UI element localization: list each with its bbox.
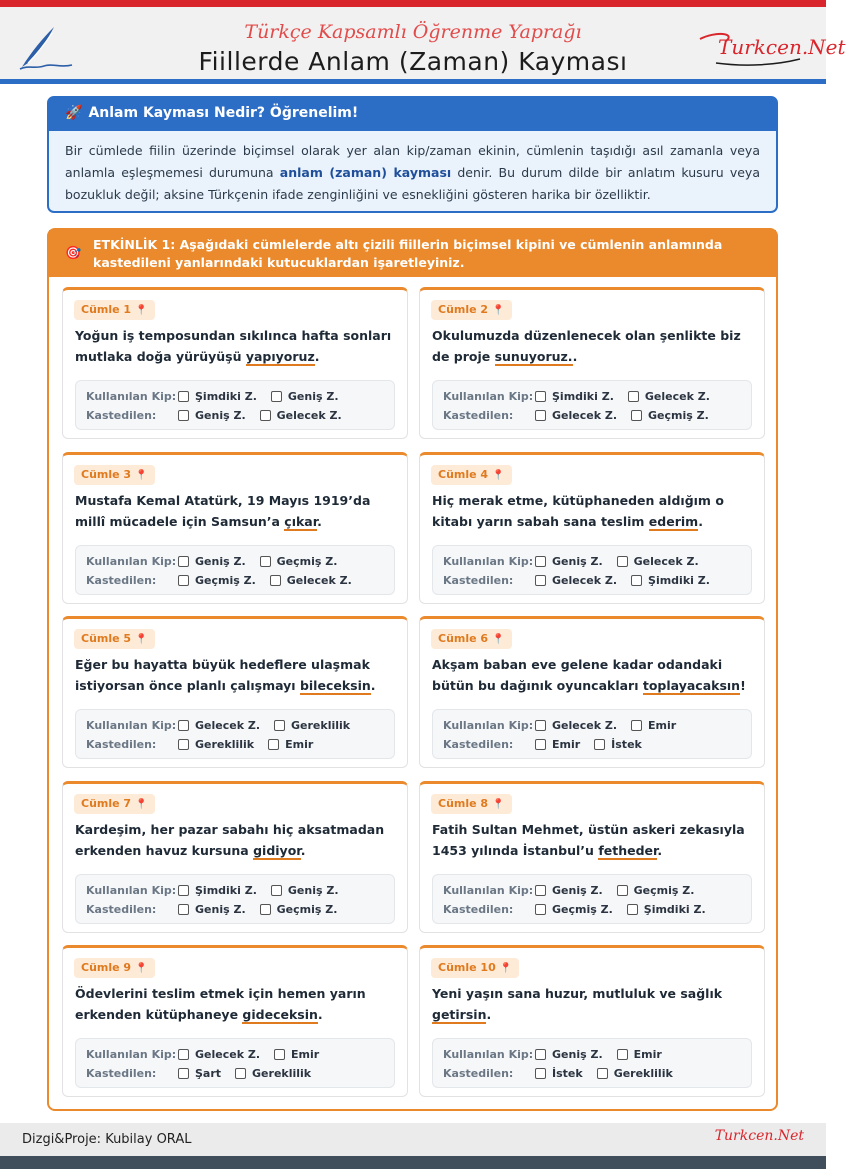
info-text-after: denir. Bu durum dilde bir anlatım kusuru veya bozukluk değil; aksine Türkçenin ifade zenginliğini ve esnekliğini gösteren harika bir özelliktir. [65,165,760,202]
option-label: Gereklilik [195,738,255,751]
checkbox[interactable] [268,739,279,750]
checkbox[interactable] [628,391,639,402]
meant-tense-option[interactable] [535,738,580,751]
meant-tense-label: Kastedilen: [86,409,157,422]
worksheet-subtitle: Türkçe Kapsamlı Öğrenme Yaprağı [244,21,582,43]
options-panel [432,874,752,924]
option-label: Geniş Z. [195,409,246,422]
used-tense-option[interactable] [535,1048,603,1061]
sentence-before-verb: Eğer bu hayatta büyük hedeflere ulaşmak istiyorsan önce planlı çalışmayı [75,657,370,693]
logo-text: Turkcen.Net [718,35,846,59]
sentence-before-verb: Ödevlerini teslim etmek için hemen yarın erkenden kütüphaneye [75,986,366,1022]
option-label: Geniş Z. [287,883,339,897]
checkbox[interactable] [535,904,546,915]
meant-tense-option[interactable] [631,409,709,422]
underlined-verb: toplayacaksın [642,678,741,693]
activity-box [47,228,778,1111]
checkbox[interactable] [631,720,642,731]
sentence-text [432,983,754,1025]
meant-tense-label: Kastedilen: [86,573,157,587]
sentence-before-verb: Yeni yaşın sana huzur, mutluluk ve sağlık [432,986,723,1001]
used-tense-row [443,552,751,571]
sentence-number: Cümle 1 [81,303,132,316]
meant-tense-option[interactable] [178,903,246,916]
used-tense-option[interactable] [271,390,339,403]
used-tense-option[interactable] [178,719,260,732]
pushpin-icon: 📍 [135,634,148,645]
meant-tense-label: Kastedilen: [443,573,514,587]
used-tense-option[interactable] [535,884,603,897]
turkcen-logo [696,29,846,69]
meant-tense-option[interactable] [270,574,352,587]
sentence-text [432,490,754,532]
info-term: anlam (zaman) kayması [279,165,452,180]
options-panel [75,380,395,430]
option-label: Geçmiş Z. [648,409,709,422]
meant-tense-label: Kastedilen: [86,1067,157,1080]
sentence-card [419,781,765,933]
pushpin-icon: 📍 [492,634,505,645]
info-box-text [49,131,776,206]
sentence-card [62,452,408,604]
checkbox[interactable] [178,739,189,750]
sentence-card [419,945,765,1097]
sentence-card [419,287,765,439]
option-label: Geniş Z. [287,390,339,403]
option-label: Gelecek Z. [633,554,699,568]
options-panel [432,1038,752,1088]
checkbox[interactable] [271,391,282,402]
top-red-bar [0,0,826,7]
used-tense-row [86,552,394,571]
sentence-before-verb: Mustafa Kemal Atatürk, 19 Mayıs 1919’da millî mücadele için Samsun’a [75,492,371,529]
pushpin-icon: 📍 [135,798,148,810]
underlined-verb: çıkar [284,513,318,529]
underlined-verb: yapıyoruz [245,349,315,364]
rocket-icon: 🚀 [65,105,83,121]
used-tense-label: Kullanılan Kip: [86,1048,177,1061]
page-footer [0,1123,826,1156]
checkbox[interactable] [535,885,546,896]
checkbox[interactable] [178,904,189,915]
checkbox[interactable] [535,1068,546,1079]
checkbox[interactable] [270,575,281,586]
checkbox[interactable] [631,410,642,421]
activity-instructions: ETKİNLİK 1: Aşağıdaki cümlelerde altı çizili fiillerin biçimsel kipini ve cümlenin anlamında kastedileni yanlarındaki kutucuklardan işaretleyiniz. [93,237,723,270]
checkbox[interactable] [617,1049,628,1060]
activity-header [49,230,776,277]
options-panel [75,874,395,924]
underlined-verb: sunuyoruz. [494,349,573,364]
used-tense-option[interactable] [617,1048,662,1061]
checkbox[interactable] [631,575,642,586]
meant-tense-label: Kastedilen: [443,902,514,916]
used-tense-row [86,716,394,735]
underlined-verb: fetheder [598,842,658,858]
checkbox[interactable] [178,575,189,586]
checkbox[interactable] [260,410,271,421]
option-label: Şimdiki Z. [195,390,257,403]
meant-tense-label: Kastedilen: [86,738,157,751]
underlined-verb: bileceksin [299,678,371,693]
meant-tense-option[interactable] [535,574,617,587]
meant-tense-row [443,571,751,590]
sentence-card [62,287,408,439]
used-tense-option[interactable] [535,390,614,403]
header-blue-line [0,79,826,84]
option-label: Şimdiki Z. [643,902,706,916]
underlined-verb: gidiyor [253,842,301,858]
options-panel [432,709,752,759]
used-tense-option[interactable] [271,884,339,897]
option-label: Gelecek Z. [276,409,342,422]
target-icon: 🎯 [65,246,82,261]
used-tense-row [86,1045,394,1064]
used-tense-option[interactable] [178,555,246,568]
used-tense-label: Kullanılan Kip: [443,1048,534,1061]
checkbox[interactable] [617,885,628,896]
meant-tense-option[interactable] [178,409,246,422]
used-tense-row [86,881,394,900]
sentence-after-verb: . [314,349,320,364]
options-panel [432,545,752,595]
underlined-verb: ederim [648,513,699,529]
sentence-number-tag [431,465,512,485]
sentence-number-tag [74,958,155,978]
option-label: Gelecek Z. [552,409,618,422]
meant-tense-option[interactable] [235,1067,311,1080]
option-label: Gelecek Z. [195,1048,261,1061]
worksheet-title: Fiillerde Anlam (Zaman) Kayması [198,47,628,76]
meant-tense-option[interactable] [260,903,338,916]
meant-tense-option[interactable] [178,738,254,751]
option-label: Gereklilik [613,1067,673,1080]
option-label: Şimdiki Z. [648,573,710,587]
option-label: Gelecek Z. [286,573,352,587]
meant-tense-row [86,900,394,919]
used-tense-label: Kullanılan Kip: [86,719,177,732]
checkbox[interactable] [235,1068,246,1079]
checkbox[interactable] [597,1068,608,1079]
footer-credit: Dizgi&Proje: Kubilay ORAL [22,1132,192,1147]
meant-tense-option[interactable] [631,574,710,587]
used-tense-label: Kullanılan Kip: [86,883,177,897]
sentence-number: Cümle 4 [438,467,489,481]
used-tense-row [443,716,751,735]
sentence-before-verb: Akşam baban eve gelene kadar odandaki bütün bu dağınık oyuncakları [432,657,723,693]
option-label: Geniş Z. [195,554,246,568]
info-text-before: Bir cümlede fiilin üzerinde biçimsel olarak yer alan kip/zaman ekinin, cümlenin taşıdığı asıl zamanla veya anlamla eşleşmemesi durumuna [65,143,760,180]
sentence-before-verb: Okulumuzda düzenlenecek olan şenlikte biz de proje [432,328,741,364]
used-tense-option[interactable] [178,390,257,403]
sentence-after-verb: . [370,678,376,693]
sentence-number-tag [431,300,512,320]
sentence-text [432,819,754,861]
checkbox[interactable] [594,739,605,750]
checkbox[interactable] [274,1049,285,1060]
option-label: Emir [285,738,314,751]
used-tense-option[interactable] [628,390,710,403]
sentence-number-tag [74,300,155,320]
checkbox[interactable] [178,391,189,402]
sentence-number: Cümle 2 [438,303,489,316]
meant-tense-row [86,735,394,754]
info-box [47,96,778,213]
sentence-before-verb: Kardeşim, her pazar sabahı hiç aksatmadan erkenden havuz kursuna [75,821,385,858]
used-tense-row [443,387,751,406]
used-tense-row [86,387,394,406]
pushpin-icon: 📍 [492,469,505,481]
sentence-number-tag [74,794,155,814]
meant-tense-label: Kastedilen: [443,1067,514,1080]
option-label: Emir [291,1048,320,1061]
pushpin-icon: 📍 [492,305,505,316]
used-tense-row [443,1045,751,1064]
option-label: Gelecek Z. [552,573,618,587]
options-panel [75,545,395,595]
checkbox[interactable] [178,1049,189,1060]
sentence-after-verb: . [317,1007,323,1022]
sentence-number: Cümle 6 [438,632,489,645]
sentence-after-verb: . [698,513,703,529]
options-panel [75,1038,395,1088]
meant-tense-option[interactable] [178,574,256,587]
meant-tense-option[interactable] [594,738,642,751]
sentence-text [75,654,397,696]
pushpin-icon: 📍 [135,963,148,974]
used-tense-option[interactable] [631,719,676,732]
option-label: Geniş Z. [552,1048,603,1061]
option-label: Gereklilik [291,719,351,732]
meant-tense-option[interactable] [178,1067,221,1080]
checkbox[interactable] [535,1049,546,1060]
option-label: Gereklilik [252,1067,312,1080]
used-tense-option[interactable] [260,555,338,568]
used-tense-option[interactable] [535,555,603,568]
info-box-title: Anlam Kayması Nedir? Öğrenelim! [88,105,359,121]
sentence-text [75,325,397,367]
used-tense-option[interactable] [178,884,257,897]
used-tense-label: Kullanılan Kip: [443,390,534,403]
meant-tense-row [443,1064,751,1083]
checkbox[interactable] [271,885,282,896]
sentence-before-verb: Fatih Sultan Mehmet, üstün askeri zekasıyla 1453 yılında İstanbul’u [432,821,745,858]
used-tense-label: Kullanılan Kip: [443,554,534,568]
option-label: Emir [552,738,581,751]
sentence-text [432,654,754,696]
checkbox[interactable] [178,885,189,896]
option-label: Gelecek Z. [552,719,618,732]
sentence-after-verb: ! [740,678,746,693]
checkbox[interactable] [260,556,271,567]
sentence-after-verb: . [657,842,663,858]
checkbox[interactable] [535,575,546,586]
used-tense-option[interactable] [617,884,695,897]
checkbox[interactable] [617,556,628,567]
option-label: Şimdiki Z. [552,390,614,403]
meant-tense-row [443,735,751,754]
meant-tense-option[interactable] [535,1067,583,1080]
sentence-text [75,490,397,532]
option-label: Şart [195,1067,222,1080]
sentence-text [432,325,754,367]
used-tense-option[interactable] [274,1048,319,1061]
used-tense-label: Kullanılan Kip: [443,719,534,732]
used-tense-row [443,881,751,900]
meant-tense-option[interactable] [597,1067,673,1080]
sentence-before-verb: Hiç merak etme, kütüphaneden aldığım o kitabı yarın sabah sana teslim [432,492,724,529]
option-label: Gelecek Z. [644,390,710,403]
sentence-after-verb: . [486,1007,492,1022]
meant-tense-row [86,406,394,425]
sentence-number-tag [431,629,512,649]
sentence-number: Cümle 9 [81,961,132,974]
sentence-card [419,452,765,604]
options-panel [432,380,752,430]
option-label: Geçmiş Z. [276,902,338,916]
option-label: Emir [648,719,677,732]
checkbox[interactable] [535,556,546,567]
info-box-header [49,98,776,131]
sentence-before-verb: Yoğun iş temposundan sıkılınca hafta sonları mutlaka doğa yürüyüşü [75,328,392,364]
sentence-card [62,945,408,1097]
option-label: Emir [633,1048,662,1061]
option-label: Geniş Z. [195,902,246,916]
option-label: Şimdiki Z. [195,883,257,897]
underlined-verb: gideceksin [242,1007,318,1022]
used-tense-label: Kullanılan Kip: [86,554,177,568]
option-label: Geçmiş Z. [195,573,256,587]
meant-tense-row [86,1064,394,1083]
option-label: Geniş Z. [552,883,603,897]
sentence-number: Cümle 10 [438,961,496,974]
checkbox[interactable] [535,720,546,731]
used-tense-option[interactable] [178,1048,260,1061]
meant-tense-label: Kastedilen: [443,409,514,422]
option-label: Gelecek Z. [195,719,261,732]
checkbox[interactable] [178,720,189,731]
sentence-number-tag [431,794,512,814]
pushpin-icon: 📍 [135,469,148,481]
checkbox[interactable] [535,739,546,750]
meant-tense-option[interactable] [268,738,313,751]
used-tense-label: Kullanılan Kip: [86,390,177,403]
option-label: İstek [611,738,642,751]
sentence-card [419,616,765,768]
meant-tense-option[interactable] [535,409,617,422]
pushpin-icon: 📍 [135,305,148,316]
sentence-number: Cümle 5 [81,632,132,645]
underlined-verb: getirsin [432,1007,487,1022]
bottom-dark-bar [0,1156,826,1169]
sentence-number-tag [431,958,519,978]
used-tense-option[interactable] [617,555,699,568]
sentence-after-verb: . [300,842,306,858]
used-tense-option[interactable] [535,719,617,732]
page-header [0,7,846,79]
option-label: Geçmiş Z. [276,554,338,568]
meant-tense-option[interactable] [627,903,706,916]
checkbox[interactable] [178,556,189,567]
sentence-number: Cümle 3 [81,467,132,481]
sentence-after-verb: . [317,513,322,529]
meant-tense-row [443,406,751,425]
sentence-number-tag [74,629,155,649]
meant-tense-row [443,900,751,919]
pushpin-icon: 📍 [499,963,513,974]
sentence-card [62,781,408,933]
option-label: Geçmiş Z. [552,902,613,916]
meant-tense-label: Kastedilen: [443,738,514,751]
sentence-after-verb: . [572,349,578,364]
sentence-text [75,983,397,1025]
meant-tense-label: Kastedilen: [86,902,157,916]
used-tense-label: Kullanılan Kip: [443,883,534,897]
footer-logo: Turkcen.Net [714,1128,804,1144]
option-label: Geniş Z. [552,554,603,568]
checkbox[interactable] [535,410,546,421]
checkbox[interactable] [535,391,546,402]
checkbox[interactable] [627,904,638,915]
sentence-number-tag [74,465,155,485]
checkbox[interactable] [178,1068,189,1079]
checkbox[interactable] [178,410,189,421]
meant-tense-option[interactable] [260,409,342,422]
option-label: Geçmiş Z. [633,883,695,897]
options-panel [75,709,395,759]
used-tense-option[interactable] [274,719,350,732]
sentence-number: Cümle 8 [438,796,489,810]
sentence-number: Cümle 7 [81,796,132,810]
option-label: İstek [552,1067,583,1080]
checkbox[interactable] [274,720,285,731]
pushpin-icon: 📍 [492,798,505,810]
checkbox[interactable] [260,904,271,915]
sentence-card [62,616,408,768]
meant-tense-option[interactable] [535,903,613,916]
meant-tense-row [86,571,394,590]
sentence-text [75,819,397,861]
